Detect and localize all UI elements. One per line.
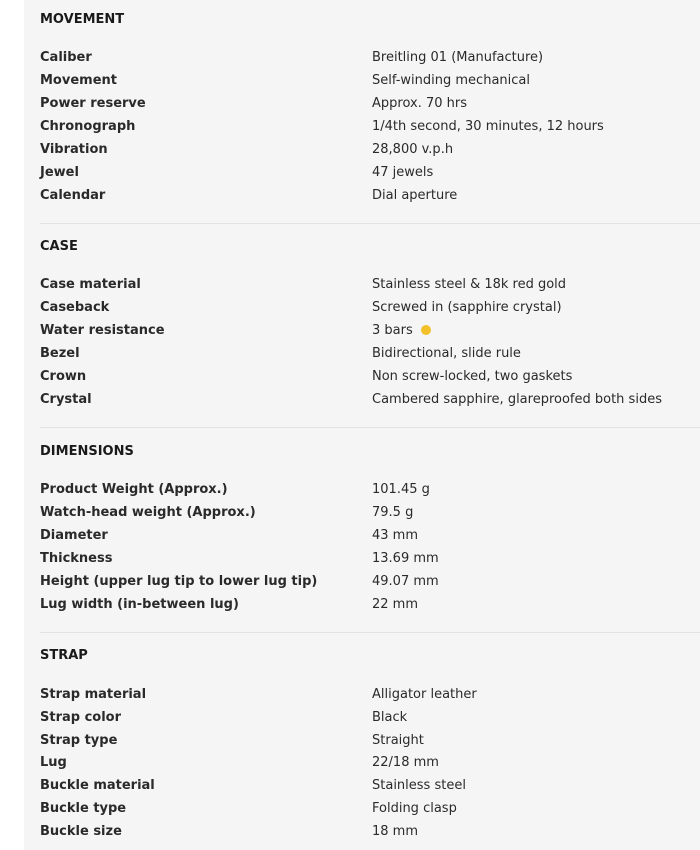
spec-value: 22 mm	[372, 597, 419, 612]
spec-value: 43 mm	[372, 528, 419, 543]
spec-value: 18 mm	[372, 824, 419, 839]
section-divider	[40, 223, 700, 224]
spec-value: 47 jewels	[372, 165, 434, 180]
spec-value: Dial aperture	[372, 188, 458, 203]
spec-label: Calendar	[40, 188, 106, 203]
spec-label: Jewel	[40, 165, 79, 180]
spec-value: Bidirectional, slide rule	[372, 346, 521, 361]
spec-label: Caseback	[40, 300, 110, 315]
spec-row-bezel	[24, 345, 700, 368]
spec-label: Case material	[40, 277, 141, 292]
spec-label: Caliber	[40, 50, 92, 65]
spec-row-buckle-type	[24, 800, 700, 823]
spec-value: Screwed in (sapphire crystal)	[372, 300, 562, 315]
spec-value: Non screw-locked, two gaskets	[372, 369, 573, 384]
spec-value: Folding clasp	[372, 801, 457, 816]
spec-row-calendar	[24, 187, 700, 210]
spec-row-caseback	[24, 299, 700, 322]
spec-label: Thickness	[40, 551, 113, 566]
spec-row-strap-color	[24, 709, 700, 732]
spec-label: Power reserve	[40, 96, 146, 111]
spec-label: Height (upper lug tip to lower lug tip)	[40, 574, 318, 589]
spec-value: Cambered sapphire, glareproofed both sides	[372, 392, 662, 407]
spec-row-height	[24, 573, 700, 596]
spec-value: 79.5 g	[372, 505, 414, 520]
spec-label: Lug width (in-between lug)	[40, 597, 239, 612]
spec-label: Water resistance	[40, 323, 165, 338]
section-title: MOVEMENT	[40, 12, 125, 27]
spec-label: Watch-head weight (Approx.)	[40, 505, 256, 520]
spec-label: Vibration	[40, 142, 108, 157]
spec-label: Strap color	[40, 710, 122, 725]
spec-row-vibration	[24, 141, 700, 164]
specifications-panel	[24, 0, 700, 850]
spec-label: Strap type	[40, 733, 118, 748]
spec-label: Buckle material	[40, 778, 155, 793]
section-title: CASE	[40, 239, 78, 254]
spec-value: Stainless steel	[372, 778, 466, 793]
spec-value: 28,800 v.p.h	[372, 142, 454, 157]
spec-row-watch-head-weight	[24, 504, 700, 527]
spec-row-caliber	[24, 49, 700, 72]
spec-value: 22/18 mm	[372, 755, 439, 770]
spec-row-case-material	[24, 276, 700, 299]
spec-row-thickness	[24, 550, 700, 573]
spec-row-chronograph	[24, 118, 700, 141]
spec-row-lug-width	[24, 596, 700, 619]
spec-value: Stainless steel & 18k red gold	[372, 277, 567, 292]
spec-value	[372, 322, 431, 340]
spec-label: Bezel	[40, 346, 80, 361]
spec-value: 101.45 g	[372, 482, 430, 497]
spec-label: Crown	[40, 369, 87, 384]
spec-row-jewel	[24, 164, 700, 187]
spec-value: Approx. 70 hrs	[372, 96, 467, 111]
spec-label: Strap material	[40, 687, 147, 702]
section-divider	[40, 632, 700, 633]
spec-label: Buckle type	[40, 801, 127, 816]
spec-row-strap-type	[24, 732, 700, 755]
spec-row-crown	[24, 368, 700, 391]
spec-label: Crystal	[40, 392, 92, 407]
spec-label: Lug	[40, 755, 67, 770]
spec-value: Black	[372, 710, 408, 725]
spec-row-lug	[24, 754, 700, 777]
spec-row-buckle-material	[24, 777, 700, 800]
section-title: STRAP	[40, 648, 88, 663]
info-dot-icon[interactable]	[421, 325, 431, 335]
spec-value: Alligator leather	[372, 687, 477, 702]
spec-label: Buckle size	[40, 824, 122, 839]
spec-value: 13.69 mm	[372, 551, 439, 566]
spec-row-buckle-size	[24, 823, 700, 846]
spec-row-diameter	[24, 527, 700, 550]
spec-value: Straight	[372, 733, 424, 748]
spec-row-product-weight	[24, 481, 700, 504]
spec-row-power-reserve	[24, 95, 700, 118]
spec-label: Product Weight (Approx.)	[40, 482, 228, 497]
section-title: DIMENSIONS	[40, 444, 134, 459]
spec-row-movement	[24, 72, 700, 95]
spec-value-text: 3 bars	[372, 323, 413, 338]
spec-value: 1/4th second, 30 minutes, 12 hours	[372, 119, 604, 134]
spec-label: Movement	[40, 73, 117, 88]
spec-row-strap-material	[24, 686, 700, 709]
section-divider	[40, 427, 700, 428]
spec-label: Chronograph	[40, 119, 136, 134]
spec-value: Breitling 01 (Manufacture)	[372, 50, 544, 65]
spec-value: 49.07 mm	[372, 574, 439, 589]
spec-value: Self-winding mechanical	[372, 73, 530, 88]
spec-label: Diameter	[40, 528, 108, 543]
spec-row-water-resistance	[24, 322, 700, 345]
spec-row-crystal	[24, 391, 700, 414]
